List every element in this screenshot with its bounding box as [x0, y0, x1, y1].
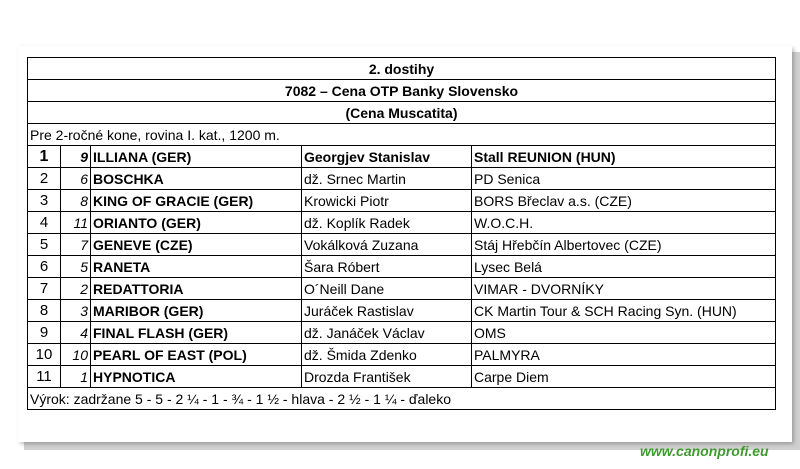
jockey-cell: dž. Srnec Martin [302, 168, 472, 190]
horse-name-cell: ILLIANA (GER) [91, 146, 302, 168]
place-cell: 9 [28, 322, 61, 344]
name-row [28, 80, 776, 102]
jockey-cell: O´Neill Dane [302, 278, 472, 300]
owner-cell: PD Senica [472, 168, 776, 190]
owner-cell: Stall REUNION (HUN) [472, 146, 776, 168]
place-cell: 8 [28, 300, 61, 322]
owner-cell: Lysec Belá [472, 256, 776, 278]
owner-cell: Stáj Hřebčín Albertovec (CZE) [472, 234, 776, 256]
owner-cell: VIMAR - DVORNÍKY [472, 278, 776, 300]
horse-number-cell: 1 [61, 366, 91, 388]
place-cell: 2 [28, 168, 61, 190]
race-margins: Výrok: zadržane 5 - 5 - 2 ¼ - 1 - ¾ - 1 ½ - hlava - 2 ½ - 1 ¼ - ďaleko [28, 388, 776, 410]
subtitle-row [28, 102, 776, 124]
owner-cell: Carpe Diem [472, 366, 776, 388]
horse-number-cell: 8 [61, 190, 91, 212]
horse-name-cell: FINAL FLASH (GER) [91, 322, 302, 344]
table-row [28, 322, 776, 344]
place-cell: 5 [28, 234, 61, 256]
table-row [28, 300, 776, 322]
jockey-cell: Georgjev Stanislav [302, 146, 472, 168]
jockey-cell: Šara Róbert [302, 256, 472, 278]
horse-name-cell: REDATTORIA [91, 278, 302, 300]
jockey-cell: Vokálková Zuzana [302, 234, 472, 256]
horse-number-cell: 5 [61, 256, 91, 278]
place-cell: 10 [28, 344, 61, 366]
jockey-cell: dž. Šmida Zdenko [302, 344, 472, 366]
table-row [28, 190, 776, 212]
horse-number-cell: 7 [61, 234, 91, 256]
race-subtitle: (Cena Muscatita) [28, 102, 776, 124]
race-name: 7082 – Cena OTP Banky Slovensko [28, 80, 776, 102]
owner-cell: BORS Břeclav a.s. (CZE) [472, 190, 776, 212]
table-row [28, 234, 776, 256]
table-row [28, 168, 776, 190]
horse-number-cell: 6 [61, 168, 91, 190]
horse-name-cell: GENEVE (CZE) [91, 234, 302, 256]
table-row [28, 278, 776, 300]
owner-cell: W.O.C.H. [472, 212, 776, 234]
race-number-title: 2. dostihy [28, 58, 776, 80]
horse-number-cell: 4 [61, 322, 91, 344]
jockey-cell: dž. Koplík Radek [302, 212, 472, 234]
owner-cell: OMS [472, 322, 776, 344]
horse-number-cell: 2 [61, 278, 91, 300]
table-row [28, 366, 776, 388]
jockey-cell: Drozda František [302, 366, 472, 388]
horse-name-cell: HYPNOTICA [91, 366, 302, 388]
table-row [28, 344, 776, 366]
margins-row [28, 388, 776, 410]
horse-number-cell: 11 [61, 212, 91, 234]
horse-number-cell: 3 [61, 300, 91, 322]
jockey-cell: dž. Janáček Václav [302, 322, 472, 344]
horse-name-cell: KING OF GRACIE (GER) [91, 190, 302, 212]
jockey-cell: Juráček Rastislav [302, 300, 472, 322]
place-cell: 7 [28, 278, 61, 300]
horse-name-cell: BOSCHKA [91, 168, 302, 190]
owner-cell: CK Martin Tour & SCH Racing Syn. (HUN) [472, 300, 776, 322]
place-cell: 11 [28, 366, 61, 388]
table-row [28, 146, 776, 168]
horse-name-cell: PEARL OF EAST (POL) [91, 344, 302, 366]
horse-number-cell: 10 [61, 344, 91, 366]
race-results-table [27, 57, 776, 410]
horse-number-cell: 9 [61, 146, 91, 168]
title-row [28, 58, 776, 80]
place-cell: 4 [28, 212, 61, 234]
place-cell: 3 [28, 190, 61, 212]
horse-name-cell: RANETA [91, 256, 302, 278]
jockey-cell: Krowicki Piotr [302, 190, 472, 212]
place-cell: 1 [28, 146, 61, 168]
table-row [28, 256, 776, 278]
table-row [28, 212, 776, 234]
horse-name-cell: MARIBOR (GER) [91, 300, 302, 322]
conditions-row [28, 124, 776, 146]
owner-cell: PALMYRA [472, 344, 776, 366]
race-conditions: Pre 2-ročné kone, rovina I. kat., 1200 m. [28, 124, 776, 146]
site-watermark: www.canonprofi.eu [640, 443, 769, 459]
place-cell: 6 [28, 256, 61, 278]
horse-name-cell: ORIANTO (GER) [91, 212, 302, 234]
